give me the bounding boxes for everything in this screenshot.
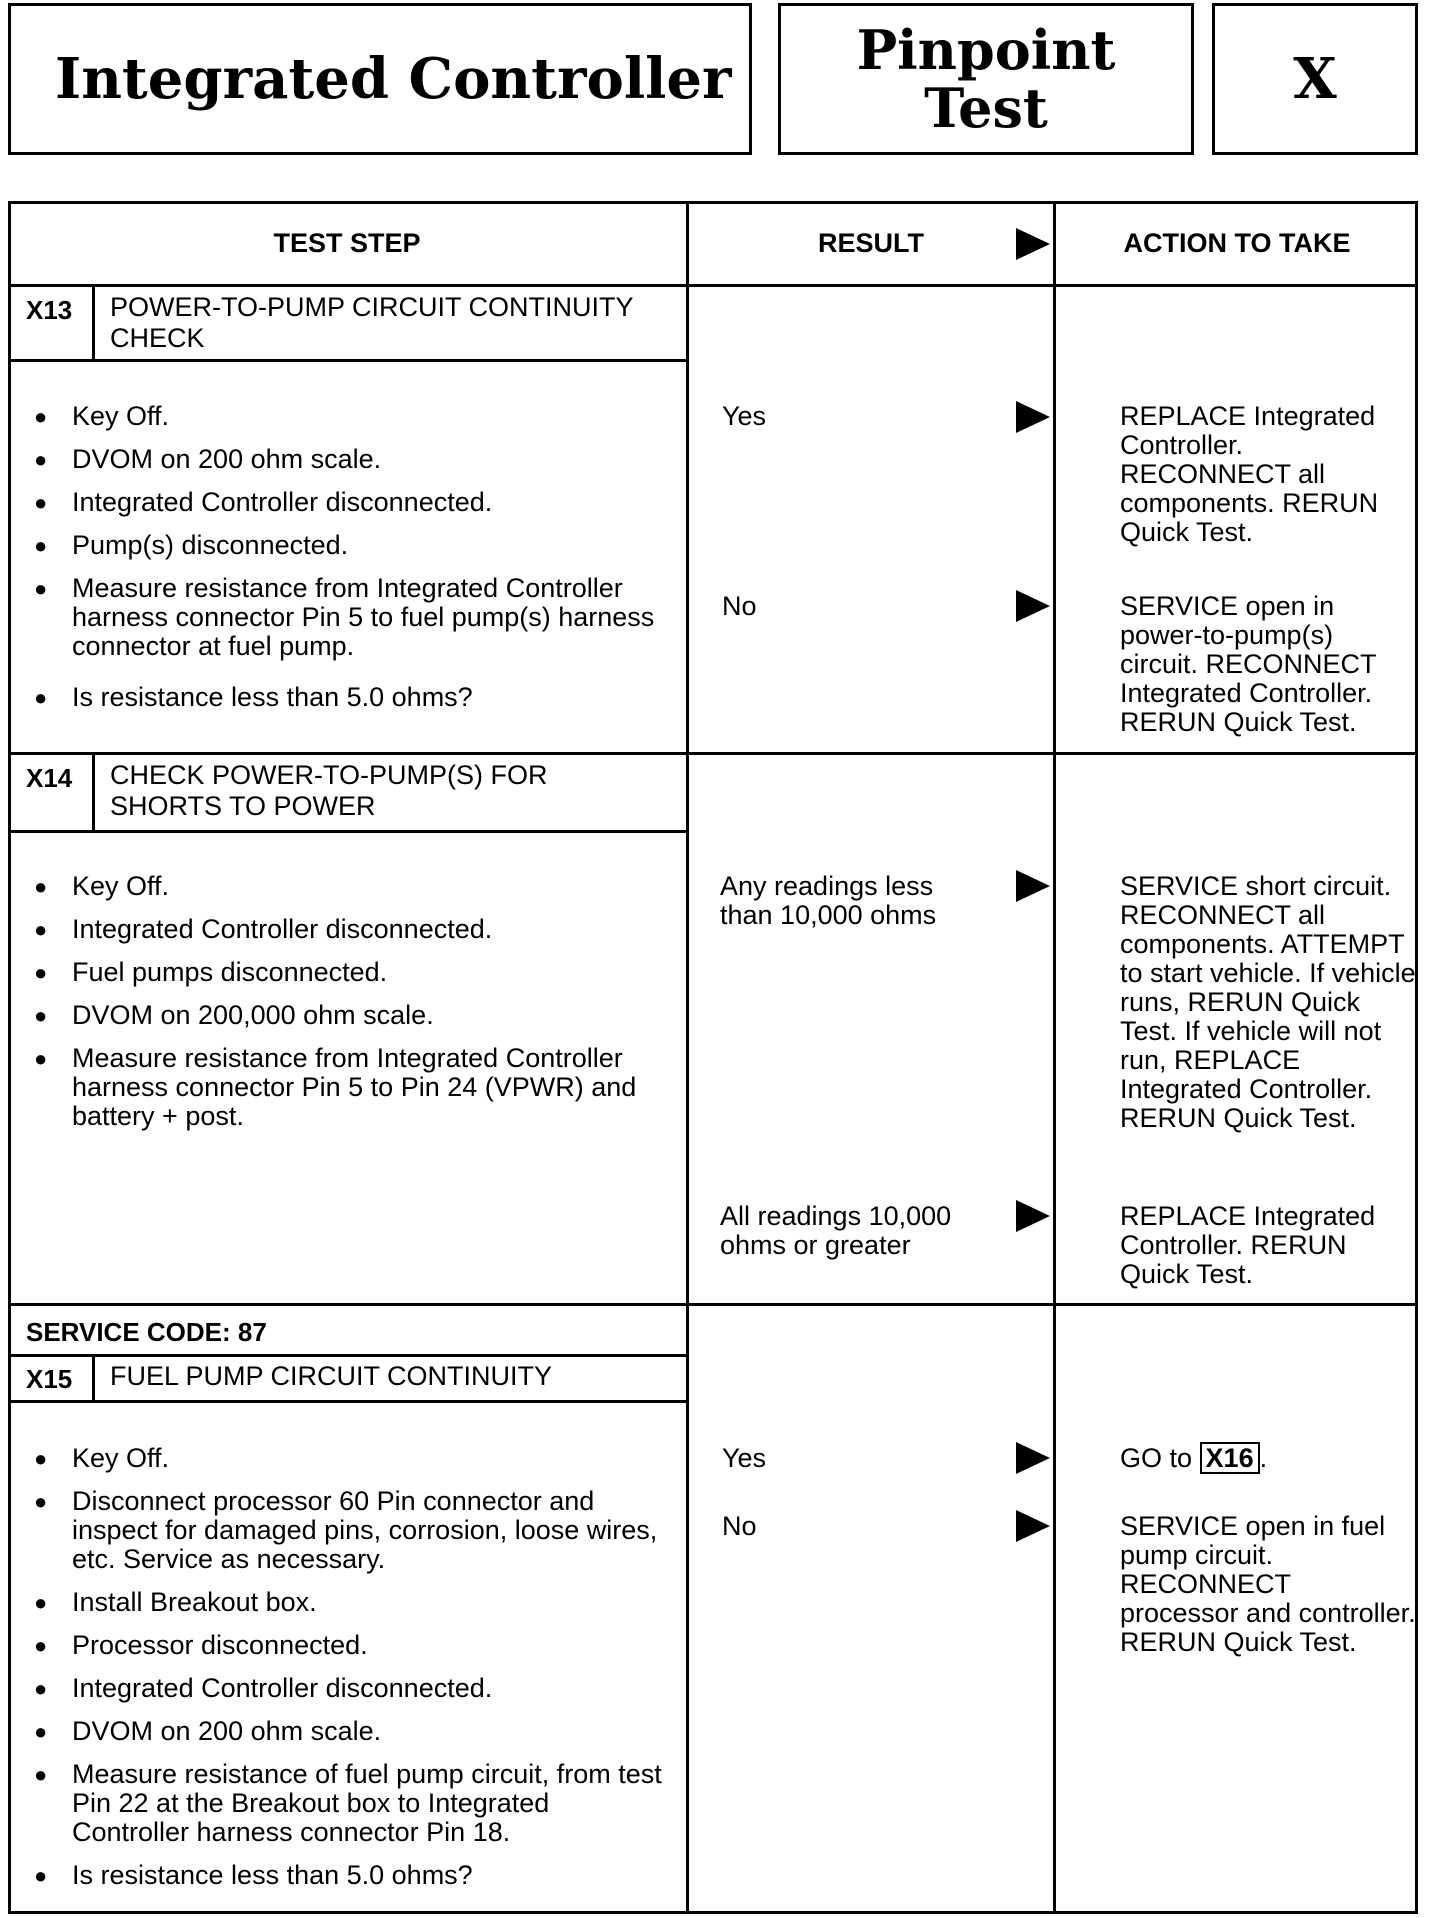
procedure-item: ● Fuel pumps disconnected. bbox=[34, 958, 664, 987]
result-text: Any readings less than 10,000 ohms bbox=[720, 871, 937, 930]
column-header-test-step: TEST STEP bbox=[273, 228, 421, 258]
column-header-action: ACTION TO TAKE bbox=[1123, 228, 1351, 258]
result-text: All readings 10,000 ohms or greater bbox=[720, 1201, 952, 1260]
step-procedure-list bbox=[34, 402, 664, 712]
procedure-item: ● Measure resistance from Integrated Controller harness connector Pin 5 to fuel pump(s) harness connector at fuel pump. bbox=[34, 574, 664, 661]
procedure-item: ● Integrated Controller disconnected. bbox=[34, 1674, 664, 1703]
row-divider-2 bbox=[8, 1303, 1418, 1306]
procedure-item: ● Key Off. bbox=[34, 1444, 664, 1473]
action-text: REPLACE Integrated Controller. RERUN Quick Test. bbox=[1120, 1201, 1376, 1289]
col-divider-1 bbox=[686, 201, 689, 1914]
procedure-item: ● Is resistance less than 5.0 ohms? bbox=[34, 683, 664, 712]
step-id: X15 bbox=[26, 1364, 73, 1394]
test-code bbox=[1212, 3, 1418, 155]
column-header-result: RESULT bbox=[818, 228, 924, 258]
action-text: REPLACE Integrated Controller. RECONNECT all components. RERUN Quick Test. bbox=[1120, 401, 1379, 547]
procedure-item: ● Integrated Controller disconnected. bbox=[34, 488, 664, 517]
step-reference-link[interactable]: X16 bbox=[1200, 1442, 1260, 1474]
step-id-divider bbox=[92, 284, 95, 362]
procedure-item: ● Measure resistance from Integrated Controller harness connector Pin 5 to Pin 24 (VPWR) and battery + post. bbox=[34, 1044, 664, 1131]
step-title: CHECK POWER-TO-PUMP(S) FOR SHORTS TO POWER bbox=[110, 760, 548, 821]
procedure-item: ● Measure resistance of fuel pump circuit, from test Pin 22 at the Breakout box to Integrated Controller harness connector Pin 18. bbox=[34, 1760, 664, 1847]
result-text: No bbox=[722, 1511, 757, 1541]
pinpoint-test-label bbox=[778, 3, 1194, 155]
step-title: POWER-TO-PUMP CIRCUIT CONTINUITY CHECK bbox=[110, 292, 634, 353]
procedure-item: ● Integrated Controller disconnected. bbox=[34, 915, 664, 944]
action-text: SERVICE open in power-to-pump(s) circuit. RECONNECT Integrated Controller. RERUN Quick Test. bbox=[1120, 591, 1377, 737]
procedure-item: ● DVOM on 200 ohm scale. bbox=[34, 445, 664, 474]
procedure-item: ● Processor disconnected. bbox=[34, 1631, 664, 1660]
procedure-item: ● Install Breakout box. bbox=[34, 1588, 664, 1617]
step-id: X13 bbox=[26, 295, 73, 325]
header-row-divider bbox=[8, 284, 1418, 287]
step-header-divider bbox=[8, 830, 686, 833]
step-id-divider bbox=[92, 752, 95, 832]
arrow-icon bbox=[1016, 1200, 1050, 1232]
procedure-item: ● Disconnect processor 60 Pin connector and inspect for damaged pins, corrosion, loose wires, etc. Service as necessary. bbox=[34, 1487, 664, 1574]
step-header-divider bbox=[8, 1400, 686, 1403]
result-text: Yes bbox=[722, 1443, 767, 1473]
procedure-item: ● Pump(s) disconnected. bbox=[34, 531, 664, 560]
col-divider-2 bbox=[1053, 201, 1056, 1914]
result-text: Yes bbox=[722, 401, 767, 431]
step-id: X14 bbox=[26, 763, 73, 793]
result-text: No bbox=[722, 591, 757, 621]
procedure-item: ● DVOM on 200 ohm scale. bbox=[34, 1717, 664, 1746]
action-suffix: . bbox=[1259, 1443, 1268, 1473]
service-code-divider bbox=[8, 1354, 686, 1357]
step-procedure-list bbox=[34, 1444, 664, 1890]
title-text: Integrated Controller bbox=[55, 46, 732, 112]
pinpoint-line2: Test bbox=[924, 76, 1048, 140]
result-arrow-icon bbox=[1016, 228, 1050, 260]
arrow-icon bbox=[1016, 870, 1050, 902]
arrow-icon bbox=[1016, 401, 1050, 433]
row-divider-1 bbox=[8, 752, 1418, 755]
step-header-divider bbox=[8, 359, 686, 362]
step-procedure-list bbox=[34, 872, 664, 1131]
arrow-icon bbox=[1016, 590, 1050, 622]
action-text bbox=[1120, 1442, 1410, 1474]
step-title: FUEL PUMP CIRCUIT CONTINUITY bbox=[110, 1361, 553, 1391]
step-id-divider bbox=[92, 1354, 95, 1403]
procedure-item: ● Is resistance less than 5.0 ohms? bbox=[34, 1861, 664, 1890]
service-code: SERVICE CODE: 87 bbox=[26, 1317, 267, 1347]
action-text: SERVICE open in fuel pump circuit. RECONNECT processor and controller. RERUN Quick Test. bbox=[1120, 1511, 1416, 1657]
arrow-icon bbox=[1016, 1510, 1050, 1542]
pinpoint-line1: Pinpoint bbox=[856, 18, 1116, 82]
test-code-text: X bbox=[1293, 46, 1337, 112]
procedure-item: ● Key Off. bbox=[34, 402, 664, 431]
arrow-icon bbox=[1016, 1442, 1050, 1474]
action-text: SERVICE short circuit. RECONNECT all components. ATTEMPT to start vehicle. If vehicle runs, RERUN Quick Test. If vehicle will not run, REPLACE Integrated Controller. RERUN Quick Test. bbox=[1120, 871, 1416, 1133]
action-prefix: GO to bbox=[1120, 1443, 1193, 1473]
procedure-item: ● Key Off. bbox=[34, 872, 664, 901]
document-title bbox=[8, 3, 752, 155]
procedure-item: ● DVOM on 200,000 ohm scale. bbox=[34, 1001, 664, 1030]
